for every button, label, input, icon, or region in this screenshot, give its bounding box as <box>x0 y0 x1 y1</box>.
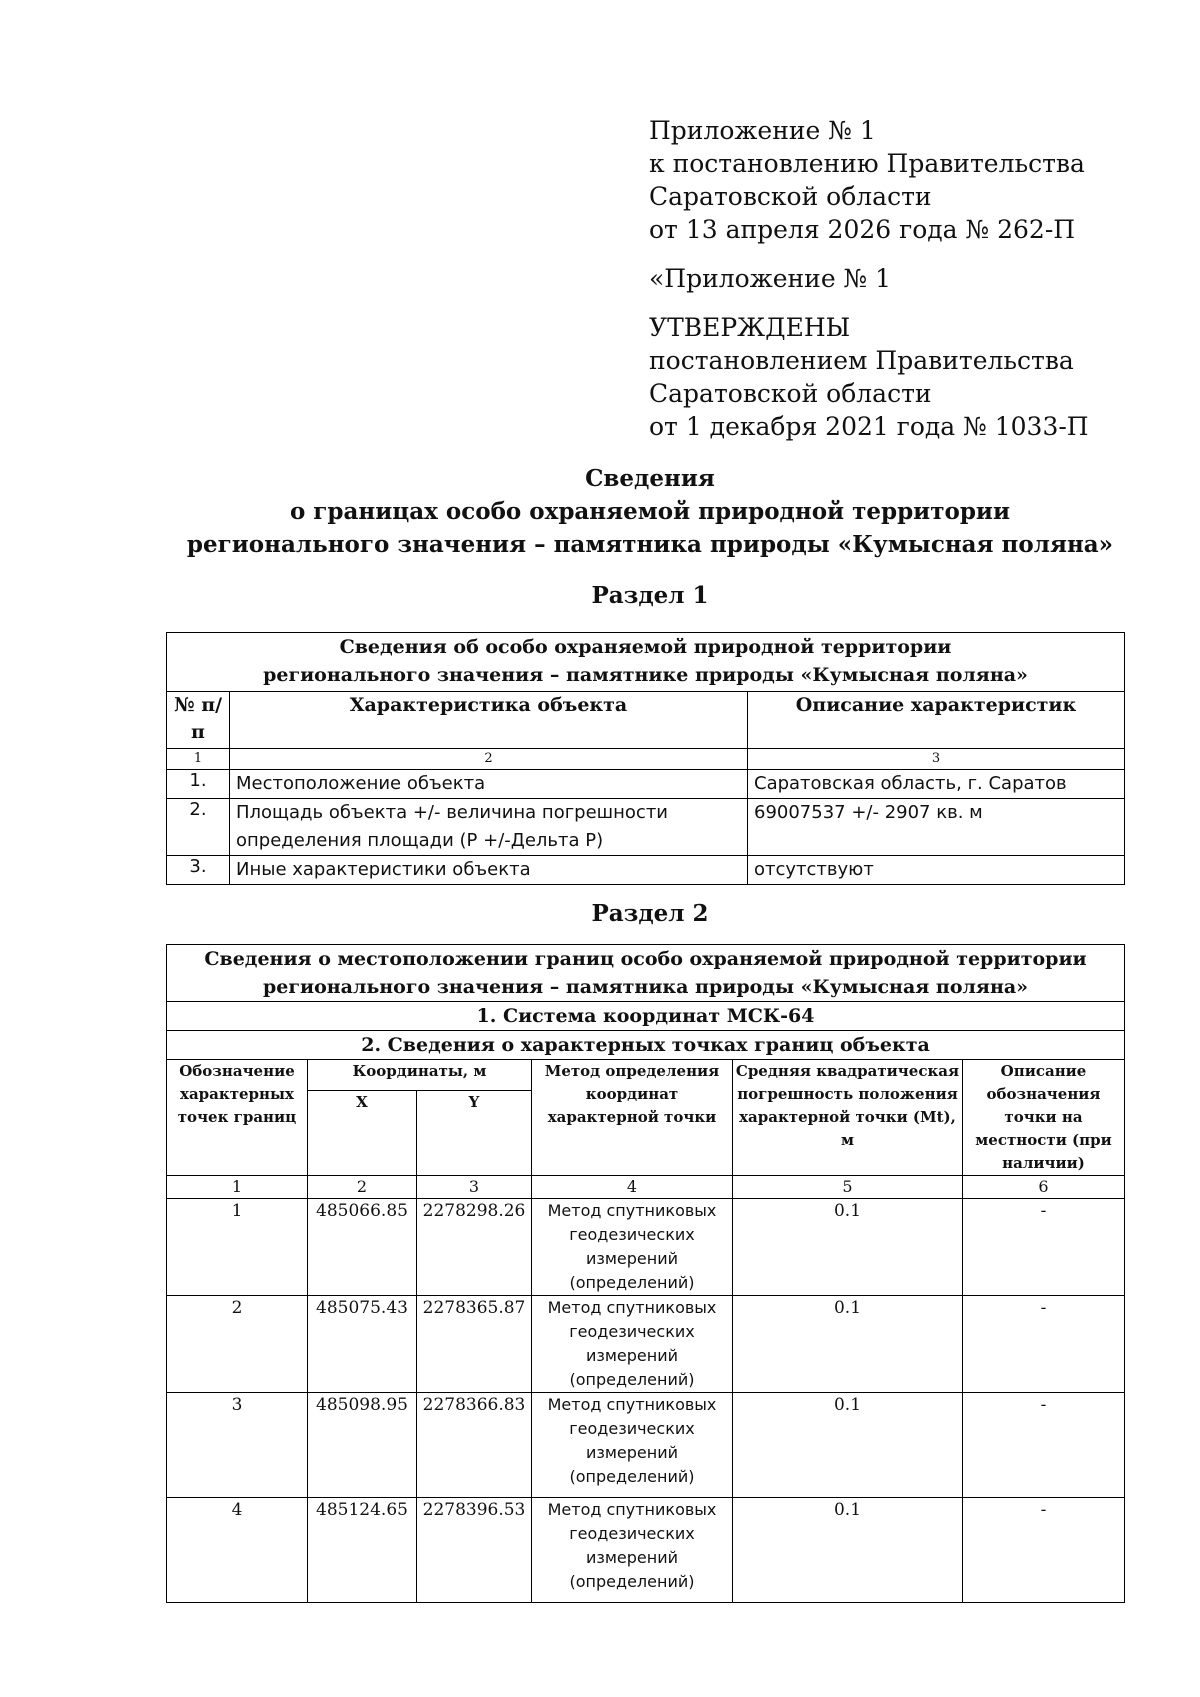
point-description: - <box>963 1498 1125 1603</box>
point-number: 3 <box>167 1393 308 1498</box>
appendix-line: к постановлению Правительства <box>649 149 1085 178</box>
column-header-x: X <box>308 1091 417 1176</box>
table-row <box>167 1199 1125 1296</box>
appendix-block <box>649 114 1089 443</box>
column-header-num: № п/п <box>167 692 230 749</box>
point-error: 0.1 <box>733 1199 963 1296</box>
points-title: 2. Сведения о характерных точках границ объекта <box>167 1031 1125 1060</box>
title-line: регионального значения – памятника природы «Кумысная поляна» <box>186 531 1114 558</box>
point-error: 0.1 <box>733 1393 963 1498</box>
appendix-line: Саратовской области <box>649 379 932 408</box>
column-header-designation: Обозначение характерных точек границ <box>167 1060 308 1176</box>
column-number: 1 <box>167 749 230 770</box>
row-characteristic: Иные характеристики объекта <box>230 856 748 885</box>
column-header-method: Метод определения координат характерной точки <box>532 1060 733 1176</box>
point-method: Метод спутниковых геодезических измерений (определений) <box>532 1393 733 1498</box>
table-title: Сведения об особо охраняемой природной территории регионального значения – памятнике природы «Кумысная поляна» <box>167 633 1125 692</box>
row-description: 69007537 +/- 2907 кв. м <box>748 799 1125 856</box>
row-index: 2. <box>167 799 230 856</box>
appendix-line: постановлением Правительства <box>649 346 1074 375</box>
point-x: 485066.85 <box>308 1199 417 1296</box>
point-x: 485124.65 <box>308 1498 417 1603</box>
table-row <box>167 1498 1125 1603</box>
point-description: - <box>963 1296 1125 1393</box>
point-x: 485075.43 <box>308 1296 417 1393</box>
column-number: 1 <box>167 1176 308 1199</box>
coordinate-system: 1. Система координат МСК-64 <box>167 1002 1125 1031</box>
row-index: 1. <box>167 770 230 799</box>
point-description: - <box>963 1199 1125 1296</box>
column-header-description: Описание характеристик <box>748 692 1125 749</box>
point-method: Метод спутниковых геодезических измерений (определений) <box>532 1498 733 1603</box>
row-description: отсутствуют <box>748 856 1125 885</box>
appendix-line: от 1 декабря 2021 года № 1033-П <box>649 412 1089 441</box>
section2-table <box>166 944 1125 1603</box>
column-number: 4 <box>532 1176 733 1199</box>
column-number: 5 <box>733 1176 963 1199</box>
point-y: 2278298.26 <box>417 1199 532 1296</box>
title-line: о границах особо охраняемой природной территории <box>289 498 1011 525</box>
title-line: Сведения <box>585 465 715 492</box>
table-row <box>167 856 1125 885</box>
point-description: - <box>963 1393 1125 1498</box>
table-title: Сведения о местоположении границ особо охраняемой природной территории регионального значения – памятника природы «Кумысная поляна» <box>167 945 1125 1002</box>
table-row <box>167 799 1125 856</box>
point-number: 2 <box>167 1296 308 1393</box>
column-number: 2 <box>308 1176 417 1199</box>
table-row <box>167 1393 1125 1498</box>
point-number: 1 <box>167 1199 308 1296</box>
section2-heading: Раздел 2 <box>591 900 709 927</box>
appendix-line: «Приложение № 1 <box>649 264 892 293</box>
appendix-line: Приложение № 1 <box>649 116 876 145</box>
row-characteristic: Местоположение объекта <box>230 770 748 799</box>
point-method: Метод спутниковых геодезических измерений (определений) <box>532 1199 733 1296</box>
column-header-point-description: Описание обозначения точки на местности (при наличии) <box>963 1060 1125 1176</box>
point-number: 4 <box>167 1498 308 1603</box>
row-description: Саратовская область, г. Саратов <box>748 770 1125 799</box>
document-title <box>0 462 1200 561</box>
point-y: 2278366.83 <box>417 1393 532 1498</box>
table-row <box>167 770 1125 799</box>
column-number: 3 <box>417 1176 532 1199</box>
section1-table <box>166 632 1125 885</box>
point-error: 0.1 <box>733 1296 963 1393</box>
column-number: 2 <box>230 749 748 770</box>
point-y: 2278365.87 <box>417 1296 532 1393</box>
column-header-characteristic: Характеристика объекта <box>230 692 748 749</box>
column-number: 3 <box>748 749 1125 770</box>
column-number: 6 <box>963 1176 1125 1199</box>
approved-label: УТВЕРЖДЕНЫ <box>649 313 851 342</box>
column-header-y: Y <box>417 1091 532 1176</box>
section1-heading: Раздел 1 <box>591 582 709 609</box>
column-header-error: Средняя квадратическая погрешность положения характерной точки (Mt), м <box>733 1060 963 1176</box>
point-error: 0.1 <box>733 1498 963 1603</box>
point-method: Метод спутниковых геодезических измерений (определений) <box>532 1296 733 1393</box>
table-row <box>167 1296 1125 1393</box>
appendix-line: от 13 апреля 2026 года № 262-П <box>649 215 1076 244</box>
column-header-coordinates: Координаты, м <box>308 1060 532 1091</box>
point-y: 2278396.53 <box>417 1498 532 1603</box>
point-x: 485098.95 <box>308 1393 417 1498</box>
row-index: 3. <box>167 856 230 885</box>
row-characteristic: Площадь объекта +/- величина погрешности определения площади (Р +/-Дельта Р) <box>230 799 748 856</box>
appendix-line: Саратовской области <box>649 182 932 211</box>
